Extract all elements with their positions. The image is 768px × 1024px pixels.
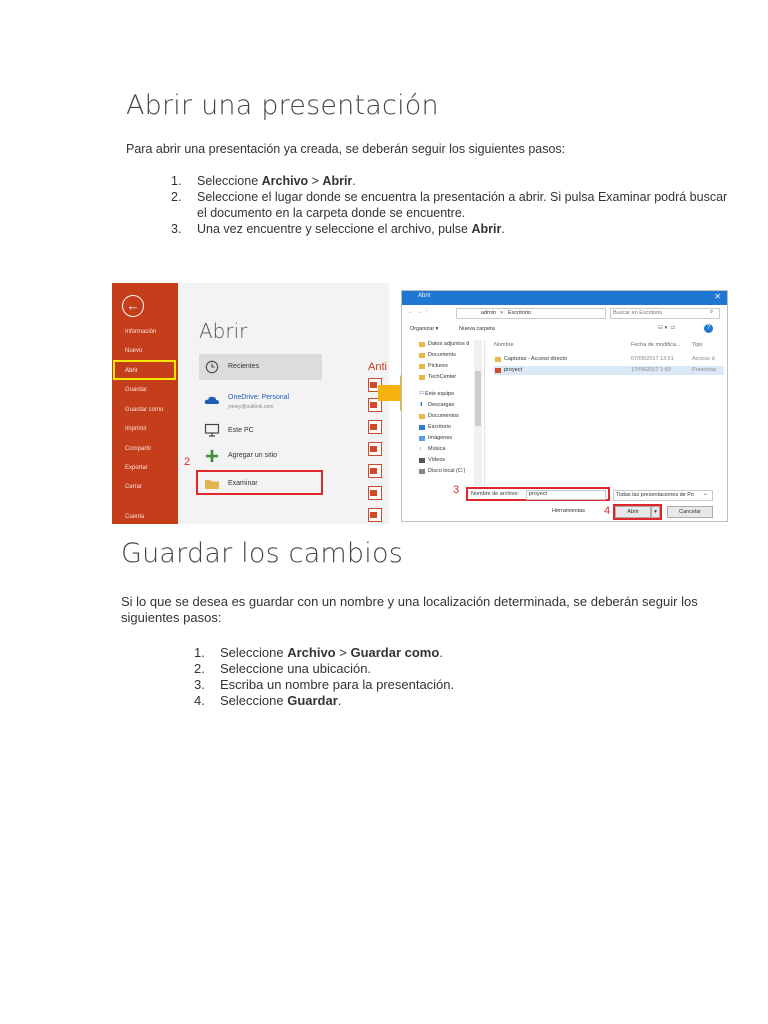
folder-icon — [419, 375, 425, 380]
pptx-file-icon — [368, 420, 382, 434]
open-dropdown-button[interactable]: ▾ — [651, 506, 660, 518]
section-intro-guardar-line2: siguientes pasos: — [121, 610, 222, 625]
filetype-value: Todas las presentaciones de Po — [616, 492, 694, 498]
highlight-box-abrir — [113, 360, 176, 380]
filename-label: Nombre de archivo: — [471, 491, 519, 497]
column-header-name[interactable]: Nombre — [494, 342, 514, 348]
sidebar-item-nuevo[interactable]: Nuevo — [125, 348, 143, 354]
back-arrow-icon[interactable]: ← — [122, 295, 144, 317]
filename-value: proyect — [529, 491, 548, 497]
nav-item[interactable]: Descargas — [428, 402, 455, 408]
pictures-icon — [419, 436, 425, 441]
clock-icon — [204, 360, 220, 374]
column-header-type[interactable]: Tipo — [692, 342, 703, 348]
nav-item[interactable]: Pictures — [428, 363, 448, 369]
nav-item[interactable]: Imágenes — [428, 435, 453, 441]
file-row-type: Acceso d — [692, 356, 715, 362]
list-item: 1. Seleccione Archivo > Guardar como. — [194, 645, 443, 660]
steps-list-guardar — [194, 645, 594, 709]
add-site-label[interactable]: Agregar un sitio — [228, 452, 278, 459]
music-icon: ♪ — [419, 446, 422, 452]
folder-icon — [419, 364, 425, 369]
file-row-name[interactable]: Capturas - Acceso directo — [504, 356, 567, 362]
dialog-title: Abrir — [418, 293, 431, 299]
desktop-icon — [419, 425, 425, 430]
pptx-file-icon — [368, 464, 382, 478]
search-placeholder: Buscar en Escritorio — [613, 310, 663, 316]
section-title-guardar: Guardar los cambios — [121, 538, 403, 569]
step-marker-3: 3 — [453, 484, 460, 496]
backstage-sidebar — [112, 283, 178, 524]
download-icon: ⬇ — [419, 402, 424, 408]
shortcut-folder-icon — [495, 357, 501, 362]
recent-label: Recientes — [228, 363, 260, 370]
path-segment[interactable]: Escritorio — [508, 310, 531, 316]
folder-icon — [419, 342, 425, 347]
nav-item[interactable]: Documentos — [428, 413, 459, 419]
sidebar-item-exportar[interactable]: Exportar — [125, 465, 148, 471]
file-row-date: 07/05/2017 13:51 — [631, 356, 674, 362]
recent-column-heading: Anti — [368, 361, 387, 373]
open-dialog-screenshot — [401, 290, 728, 522]
pptx-file-icon — [368, 486, 382, 500]
organize-menu[interactable]: Organizar ▾ — [410, 326, 439, 332]
file-row-name[interactable]: proyect — [504, 367, 523, 373]
section-intro-abrir: Para abrir una presentación ya creada, se deberán seguir los siguientes pasos: — [126, 142, 566, 156]
nav-scrollbar-thumb[interactable] — [475, 371, 481, 426]
nav-item[interactable]: TechCenter — [428, 374, 457, 380]
sidebar-item-compartir[interactable]: Compartir — [125, 446, 152, 452]
pptx-file-icon — [368, 442, 382, 456]
backstage-title: Abrir — [199, 319, 248, 343]
powerpoint-backstage-screenshot — [112, 283, 389, 524]
chevron-down-icon: ⌄ — [703, 491, 708, 497]
nav-item[interactable]: Disco local (C:) — [428, 468, 466, 474]
tools-menu[interactable]: Herramientas — [552, 508, 586, 514]
section-title-abrir: Abrir una presentación — [126, 90, 439, 121]
onedrive-email: yoney@outlook.com — [228, 404, 274, 410]
this-pc-label[interactable]: Este PC — [228, 427, 254, 434]
nav-item[interactable]: Este equipo — [425, 391, 455, 397]
videos-icon — [419, 458, 425, 463]
onedrive-label[interactable]: OneDrive: Personal — [228, 394, 290, 401]
list-item: 2. Seleccione una ubicación. — [194, 661, 372, 676]
sidebar-item-cerrar[interactable]: Cerrar — [125, 484, 143, 490]
nav-item[interactable]: Vídeos — [428, 457, 446, 463]
onedrive-cloud-icon — [204, 393, 220, 407]
sidebar-item-abrir[interactable]: Abrir — [125, 368, 138, 374]
path-separator: > — [500, 310, 504, 316]
computer-icon — [204, 423, 220, 437]
file-row-date: 17/05/2017 1:50 — [631, 367, 671, 373]
cancel-button[interactable]: Cancelar — [667, 506, 713, 518]
steps-list-abrir — [171, 173, 731, 237]
folder-icon — [204, 477, 220, 491]
sidebar-item-cuenta[interactable]: Cuenta — [125, 514, 145, 520]
column-header-date[interactable]: Fecha de modifica... — [631, 342, 681, 348]
nav-item[interactable]: Datos adjuntos d — [428, 341, 470, 347]
list-item: 2. Seleccione el lugar donde se encuentra la presentación a abrir. Si pulsa Examinar podrá buscar el documento en la carpeta donde se encuentre. — [171, 190, 728, 220]
selected-file-row[interactable] — [494, 366, 724, 375]
pptx-file-icon — [368, 508, 382, 522]
pptx-file-icon — [495, 368, 501, 373]
section-intro-guardar-line1: Si lo que se desea es guardar con un nombre y una localización determinada, se deberán seguir los — [121, 594, 698, 609]
list-item: 3. Escriba un nombre para la presentación. — [194, 677, 455, 692]
nav-item[interactable]: Música — [428, 446, 446, 452]
path-segment[interactable]: admin — [481, 310, 496, 316]
nav-back-forward-icon[interactable]: ← → ↑ — [408, 309, 428, 315]
list-item: 3. Una vez encuentre y seleccione el archivo, pulse Abrir. — [171, 222, 505, 236]
list-item: 4. Seleccione Guardar. — [194, 693, 342, 708]
file-row-type: Presentac — [692, 367, 717, 373]
sidebar-item-guardar[interactable]: Guardar — [125, 387, 148, 393]
step-marker-4: 4 — [604, 505, 611, 517]
browse-button[interactable]: Examinar — [228, 480, 258, 487]
sidebar-item-imprimir[interactable]: Imprimir — [125, 426, 147, 432]
drive-icon — [419, 469, 425, 474]
dialog-titlebar — [402, 291, 727, 305]
folder-icon — [419, 414, 425, 419]
view-options-icon[interactable]: ☷ ▾ ▭ — [658, 325, 676, 331]
open-button[interactable]: Abrir — [615, 506, 651, 518]
folder-icon — [419, 353, 425, 358]
nav-item[interactable]: Escritorio — [428, 424, 451, 430]
sidebar-item-guardar-como[interactable]: Guardar como — [125, 407, 164, 413]
sidebar-item-informacion[interactable]: Información — [125, 329, 157, 335]
computer-icon: ▭ — [419, 390, 425, 396]
new-folder-button[interactable]: Nueva carpeta — [459, 326, 495, 332]
plus-icon — [204, 449, 220, 463]
step-marker-2: 2 — [184, 456, 191, 468]
close-icon[interactable]: ✕ — [714, 292, 721, 301]
address-bar[interactable] — [456, 308, 606, 319]
help-icon[interactable]: ? — [704, 324, 713, 333]
nav-item[interactable]: Documents — [428, 352, 456, 358]
list-item: 1. Seleccione Archivo > Abrir. — [171, 174, 356, 188]
search-icon[interactable]: ⌕ — [710, 309, 714, 315]
